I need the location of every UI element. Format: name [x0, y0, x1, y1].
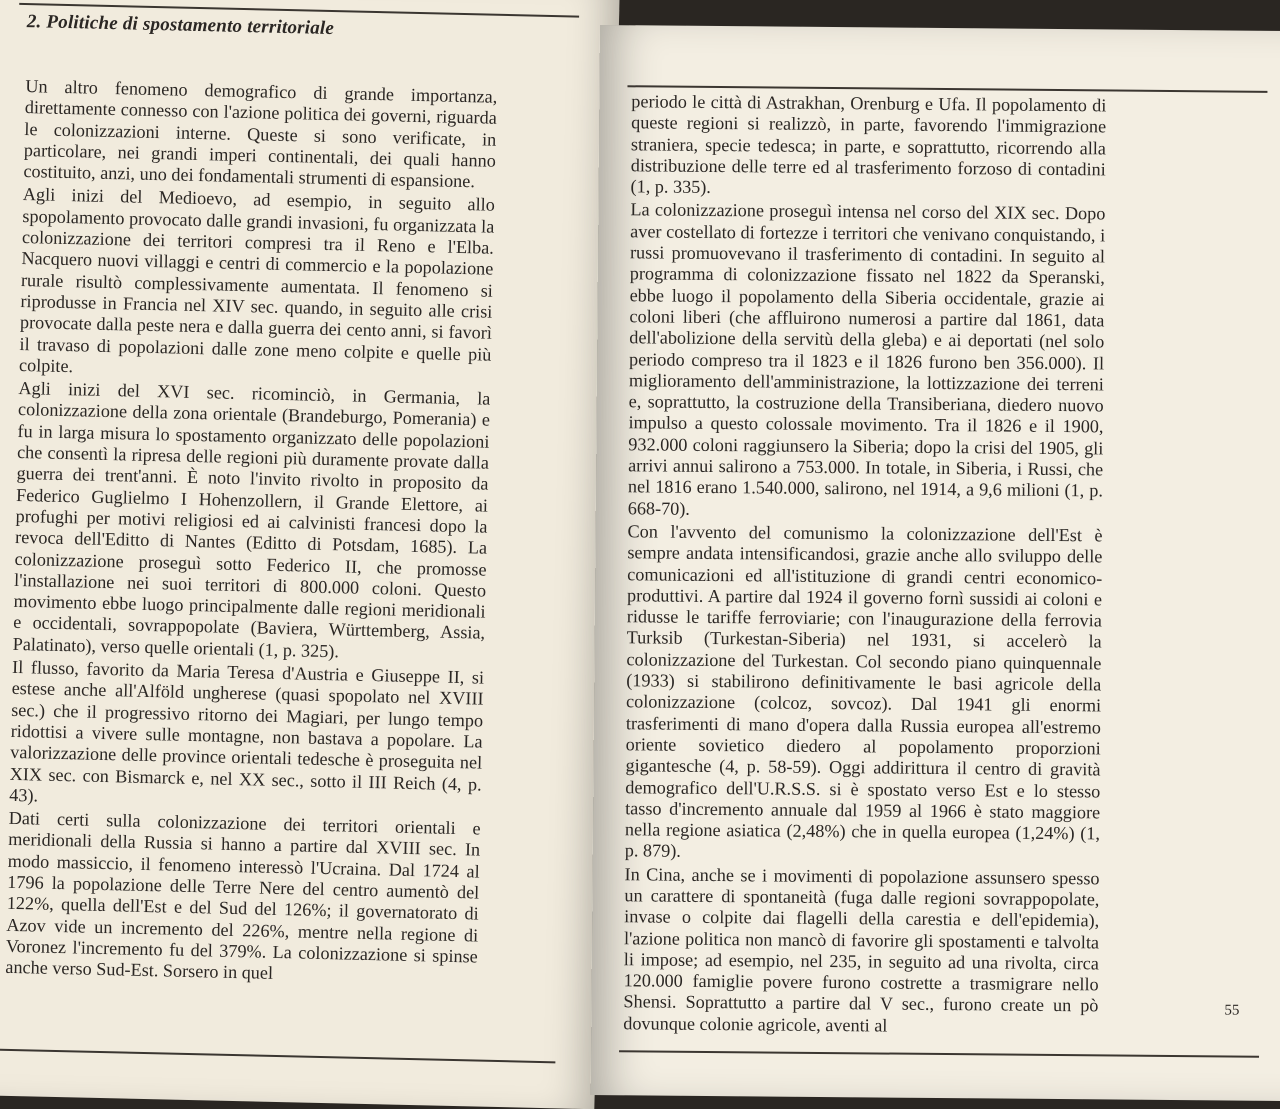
left-body-text	[5, 76, 497, 991]
paragraph: Agli inizi del XVI sec. ricominciò, in Germania, la colonizzazione della zona orientale (Brandeburgo, Pomerania) e fu in larga misura lo spostamento organizzato delle popolazioni che consentì la ripresa delle regioni più duramente provate dalla guerra dei trent'anni. È noto l'invito rivolto in proposito da Federico Guglielmo I Hohenzollern, il Grande Elettore, ai profughi per motivi religiosi ed ai calvinisti francesi dopo la revoca dell'Editto di Nantes (Editto di Potsdam, 1685). La colonizzazione proseguì sotto Federico II, che promosse l'installazione nei suoi territori di 800.000 coloni. Questo movimento ebbe luogo principalmente dalle regioni meridionali e occidentali, sovrappopolate (Baviera, Württemberg, Assia, Palatinato), verso quelle orientali (1, p. 325).	[12, 378, 491, 662]
page-number: 55	[1224, 1002, 1240, 1019]
paragraph: Con l'avvento del comunismo la colonizzazione dell'Est è sempre andata intensificandosi, grazie anche allo sviluppo delle comunicazioni ed all'istituzione di grandi centri economico-produttivi. A partire dal 1924 il governo fornì sussidi ai coloni e ridusse le tariffe ferroviarie; con l'inaugurazione della ferrovia Turksib (Turkestan-Siberia) nel 1931, si accelerò la colonizzazione del Turkestan. Col secondo piano quinquennale (1933) si stabilirono definitivamente le basi agricole della colonizzazione (colcoz, sovcoz). Dal 1941 gli enormi trasferimenti di mano d'opera dalla Russia europea all'estremo oriente sovietico diedero al popolamento proporzioni gigantesche (4, p. 58-59). Oggi addirittura il centro di gravità demografico dell'U.R.S.S. si è spostato verso Est e lo stesso tasso d'incremento annuale dal 1959 al 1966 è stato maggiore nella regione asiatica (2,48%) che in quella europea (1,24%) (1, p. 879).	[624, 521, 1103, 862]
bottom-rule	[0, 1049, 555, 1063]
right-body-text	[623, 91, 1106, 1040]
paragraph: La colonizzazione proseguì intensa nel corso del XIX sec. Dopo aver costellato di fortezze i territori che venivano conquistando, i russi promuovevano il trasferimento di contadini. In seguito al programma di colonizzazione fissato nel 1822 da Speranski, ebbe luogo il popolamento della Siberia occidentale, grazie ai coloni liberi (che affluirono numerosi a partire dal 1861, data dell'abolizione della servitù della gleba) e ai deportati (nel solo periodo compreso tra il 1823 e il 1826 furono ben 356.000). Il miglioramento dell'amministrazione, la lottizzazione dei terreni e, soprattutto, la costruzione della Transiberiana, diedero nuovo impulso a questo colossale movimento. Tra il 1826 e il 1900, 932.000 coloni raggiunsero la Siberia; dopo la crisi del 1905, gli arrivi annui salirono a 753.000. In totale, in Siberia, i Russi, che nel 1816 erano 1.540.000, salirono, nel 1914, a 9,6 milioni (1, p. 668-70).	[627, 199, 1106, 519]
paragraph: Il flusso, favorito da Maria Teresa d'Austria e Giuseppe II, si estese anche all'Alföld ungherese (quasi spopolato nel XVIII sec.) che il progressivo ritorno dei Magiari, per lungo tempo ridottisi a vivere sulle montagne, non bastava a popolare. La valorizzazione delle province orientali tedesche è proseguita nel XIX sec. con Bismarck e, nel XX sec., sotto il III Reich (4, p. 43).	[9, 656, 485, 806]
paragraph: Agli inizi del Medioevo, ad esempio, in seguito allo spopolamento provocato dalle grandi invasioni, fu organizzata la colonizzazione dei territori compresi tra il Reno e l'Elba. Nacquero nuovi villaggi e centri di commercio e la popolazione rurale risultò complessivamente aumentata. Il fenomeno si riprodusse in Francia nel XIV sec. quando, in seguito alle crisi provocate dalla peste nera e dalla guerra dei cento anni, si favorì il travaso di popolazioni dalle zone meno colpite e quelle più colpite.	[18, 184, 496, 377]
section-heading: 2. Politiche di spostamento territoriale	[26, 11, 335, 40]
left-page	[0, 0, 620, 1109]
paragraph: In Cina, anche se i movimenti di popolazione assunsero spesso un carattere di spontaneità (fuga dalle regioni sovrappopolate, invase o colpite dai flagelli della carestia e dell'epidemia), l'azione politica non mancò di favorire gli spostamenti e talvolta li impose; ad esempio, nel 235, in seguito ad una rivolta, circa 120.000 famiglie povere furono costrette a trasmigrare nello Shensi. Soprattutto a partire dal V sec., furono create un pò dovunque colonie agricole, aventi al	[623, 863, 1100, 1036]
bottom-rule	[619, 1050, 1259, 1057]
paragraph: periodo le città di Astrakhan, Orenburg e Ufa. Il popolamento di queste regioni si realizzò, in parte, favorendo l'immigrazione straniera, specie tedesca; in parte, e soprattutto, ricorrendo alla distribuzione delle terre ed al trasferimento forzoso di contadini (1, p. 335).	[630, 91, 1107, 198]
paragraph: Dati certi sulla colonizzazione dei territori orientali e meridionali della Russia si hanno a partire dal XVIII sec. In modo massiccio, il fenomeno interessò l'Ucraina. Dal 1724 al 1796 la popolazione delle Terre Nere del centro aumentò del 122%, quella dell'Est e del Sud del 126%; il governatorato di Azov vide un incremento del 226%, mentre nella regione di Voronez l'incremento fu del 379%. La colonizzazione si spinse anche verso Sud-Est. Sorsero in quel	[5, 807, 481, 984]
paragraph: Un altro fenomeno demografico di grande importanza, direttamente connesso con l'azione politica dei governi, riguarda le colonizzazioni interne. Queste si sono verificate, in particolare, nei grandi imperi continentali, dei quali hanno costituito, anzi, uno dei fondamentali strumenti di espansione.	[23, 76, 498, 192]
right-page	[591, 25, 1280, 1101]
